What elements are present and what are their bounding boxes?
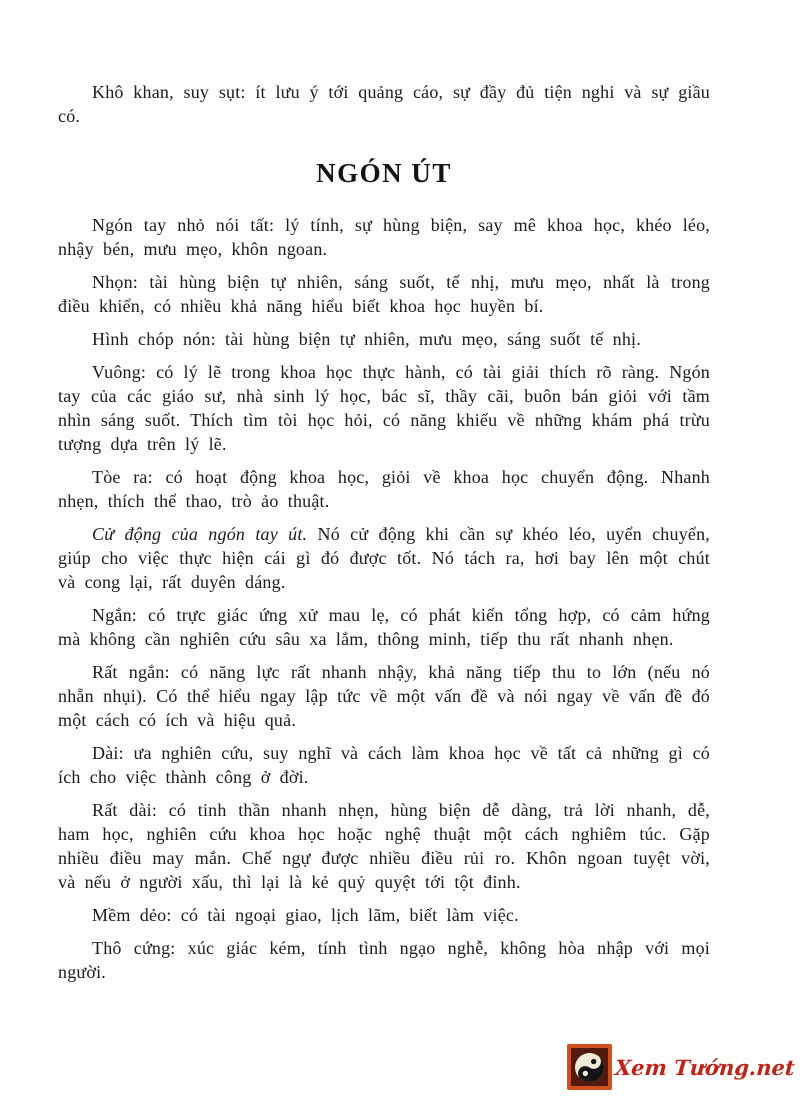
paragraph-rat-dai: [58, 798, 710, 894]
text-column: [58, 80, 710, 993]
paragraph-rat-ngan: [58, 660, 710, 732]
paragraph-text: Nhọn: tài hùng biện tự nhiên, sáng suốt, tế nhị, mưu mẹo, nhất là trong điều khiển, có nhiều khả năng hiểu biết khoa học huyền bí.: [58, 272, 710, 316]
intro-paragraph: [58, 80, 710, 128]
paragraph-text: Hình chóp nón: tài hùng biện tự nhiên, mưu mẹo, sáng suốt tế nhị.: [92, 329, 641, 349]
paragraph-mem-deo: [58, 903, 710, 927]
paragraph-hinh-chop-non: [58, 327, 710, 351]
paragraph-text: Thô cứng: xúc giác kém, tính tình ngạo nghễ, không hòa nhập với mọi người.: [58, 938, 710, 982]
paragraph-text: Rất dài: có tinh thần nhanh nhẹn, hùng biện dễ dàng, trả lời nhanh, dễ, ham học, nghiên cứu khoa học hoặc nghệ thuật một cách nghiêm túc. Gặp nhiều điều may mắn. Chế ngự được nhiều điều rủi ro. Khôn ngoan tuyệt vời, và nếu ở người xấu, thì lại là kẻ quỷ quyệt tới tột đỉnh.: [58, 800, 710, 892]
paragraph-text: Mềm dẻo: có tài ngoại giao, lịch lãm, biết làm việc.: [92, 905, 519, 925]
yin-yang-icon: [567, 1044, 612, 1090]
watermark-site-name: Xem Tướng.net: [614, 1054, 796, 1080]
paragraph-vuong: [58, 360, 710, 456]
xemtuong-watermark: [567, 1044, 795, 1090]
paragraph-toe-ra: [58, 465, 710, 513]
chapter-title: NGÓN ÚT: [316, 158, 452, 188]
paragraph-italic-lead: Cử động của ngón tay út.: [92, 524, 308, 544]
paragraph-text: Vuông: có lý lẽ trong khoa học thực hành, có tài giải thích rõ ràng. Ngón tay của các giáo sư, nhà sinh lý học, bác sĩ, thầy cãi, buôn bán giỏi với tầm nhìn sáng suốt. Thích tìm tòi học hỏi, có năng khiếu về những khám phá trừu tượng dựa trên lý lẽ.: [58, 362, 710, 454]
paragraph-text: Tòe ra: có hoạt động khoa học, giỏi về khoa học chuyển động. Nhanh nhẹn, thích thể thao, trò ảo thuật.: [58, 467, 710, 511]
paragraph-dai: [58, 741, 710, 789]
paragraph-text: Rất ngắn: có năng lực rất nhanh nhậy, khả năng tiếp thu to lớn (nếu nó nhẵn nhụi). Có thể hiểu ngay lập tức về một vấn đề và nói ngay về vấn đề đó một cách có ích và hiệu quả.: [58, 662, 710, 730]
paragraph-ngan: [58, 603, 710, 651]
paragraph-text: Ngón tay nhỏ nói tất: lý tính, sự hùng biện, say mê khoa học, khéo léo, nhậy bén, mưu mẹo, khôn ngoan.: [58, 215, 710, 259]
paragraph-text: Dài: ưa nghiên cứu, suy nghĩ và cách làm khoa học về tất cả những gì có ích cho việc thành công ở đời.: [58, 743, 710, 787]
paragraph-cu-dong: [58, 522, 710, 594]
paragraph-text: Ngắn: có trực giác ứng xử mau lẹ, có phát kiến tổng hợp, có cảm hứng mà không cần nghiên cứu sâu xa lắm, thông minh, tiếp thu rất nhanh nhẹn.: [58, 605, 710, 649]
paragraph-tho-cung: [58, 936, 710, 984]
paragraph-nhon: [58, 270, 710, 318]
intro-text: Khô khan, suy sụt: ít lưu ý tới quảng cáo, sự đầy đủ tiện nghi và sự giầu có.: [58, 82, 710, 126]
paragraph-ngon-tay-nho: [58, 213, 710, 261]
paragraph-text: Nó cử động khi cần sự khéo léo, uyển chuyển, giúp cho việc thực hiện cái gì đó được tốt. Nó tách ra, hơi bay lên một chút và cong lại, rất duyên dáng.: [58, 524, 710, 592]
